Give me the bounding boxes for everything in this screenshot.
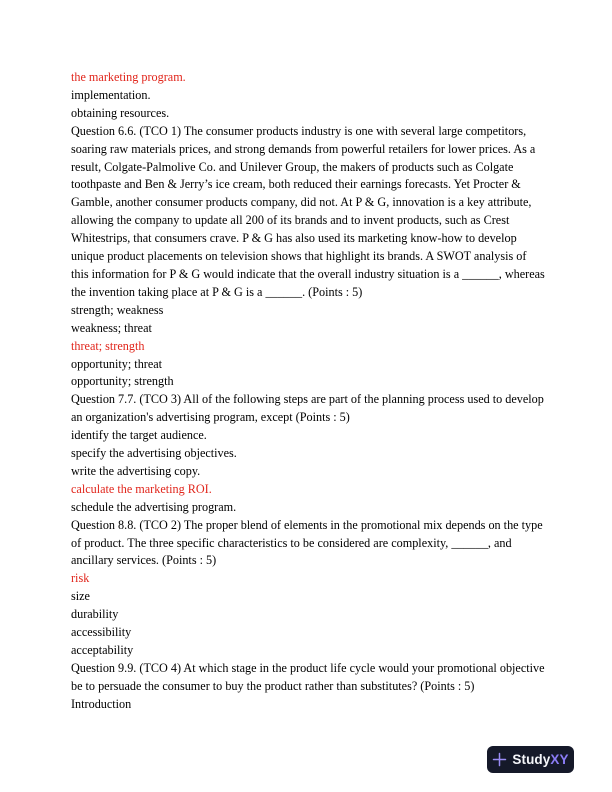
document-line: the invention taking place at P & G is a ______. (Points : 5): [71, 284, 363, 299]
logo-text-accent: XY: [550, 751, 569, 767]
document-line: size: [71, 589, 90, 604]
plus-icon: [492, 752, 507, 767]
studyxy-logo-badge: [487, 746, 574, 773]
document-line: opportunity; strength: [71, 374, 174, 389]
document-line: this information for P & G would indicate that the overall industry situation is a ______, whereas: [71, 266, 545, 281]
document-line: toothpaste and Ben & Jerry’s ice cream, both reduced their earnings forecasts. Yet Procter &: [71, 177, 521, 192]
document-line: Question 8.8. (TCO 2) The proper blend of elements in the promotional mix depends on the type: [71, 517, 543, 532]
document-line: Question 6.6. (TCO 1) The consumer products industry is one with several large competitors,: [71, 123, 527, 138]
document-line: weakness; threat: [71, 320, 152, 335]
document-line: Gamble, another consumer products company, did not. At P & G, innovation is a key attribute,: [71, 195, 532, 210]
document-body: [71, 69, 545, 714]
document-line: implementation.: [71, 87, 151, 102]
document-line: Question 7.7. (TCO 3) All of the following steps are part of the planning process used to develop: [71, 392, 544, 407]
document-line: durability: [71, 607, 119, 622]
document-line: unique product placements on television shows that highlight its brands. A SWOT analysis of: [71, 249, 527, 264]
logo-text-primary: Study: [512, 751, 551, 767]
document-line: identify the target audience.: [71, 428, 207, 443]
document-line: accessibility: [71, 625, 132, 640]
document-line: strength; weakness: [71, 302, 164, 317]
document-line: specify the advertising objectives.: [71, 446, 237, 461]
answer-line-highlighted: threat; strength: [71, 338, 145, 353]
document-line: schedule the advertising program.: [71, 499, 237, 514]
document-line: Question 9.9. (TCO 4) At which stage in the product life cycle would your promotional objective: [71, 660, 545, 675]
document-line: ancillary services. (Points : 5): [71, 553, 217, 568]
document-line: allowing the company to update all 200 of its brands and to invent products, such as Crest: [71, 213, 510, 228]
document-line: obtaining resources.: [71, 105, 170, 120]
document-line: result, Colgate-Palmolive Co. and Unilever Group, the makers of products such as Colgate: [71, 159, 514, 174]
answer-line-highlighted: the marketing program.: [71, 70, 186, 84]
document-line: of product. The three specific characteristics to be considered are complexity, ______, and: [71, 535, 512, 550]
document-line: be to persuade the consumer to buy the product rather than substitutes? (Points : 5): [71, 678, 475, 693]
document-line: write the advertising copy.: [71, 463, 201, 478]
document-line: soaring raw materials prices, and strong demands from powerful retailers for lower prices. As a: [71, 141, 536, 156]
document-line: an organization's advertising program, except (Points : 5): [71, 410, 350, 425]
document-line: Introduction: [71, 696, 132, 711]
logo-text: [512, 753, 568, 767]
answer-line-highlighted: calculate the marketing ROI.: [71, 481, 212, 496]
document-line: opportunity; threat: [71, 356, 163, 371]
document-line: Whitestrips, that consumers crave. P & G has also used its marketing know-how to develop: [71, 231, 517, 246]
answer-line-highlighted: risk: [71, 571, 90, 586]
document-line: acceptability: [71, 643, 134, 657]
